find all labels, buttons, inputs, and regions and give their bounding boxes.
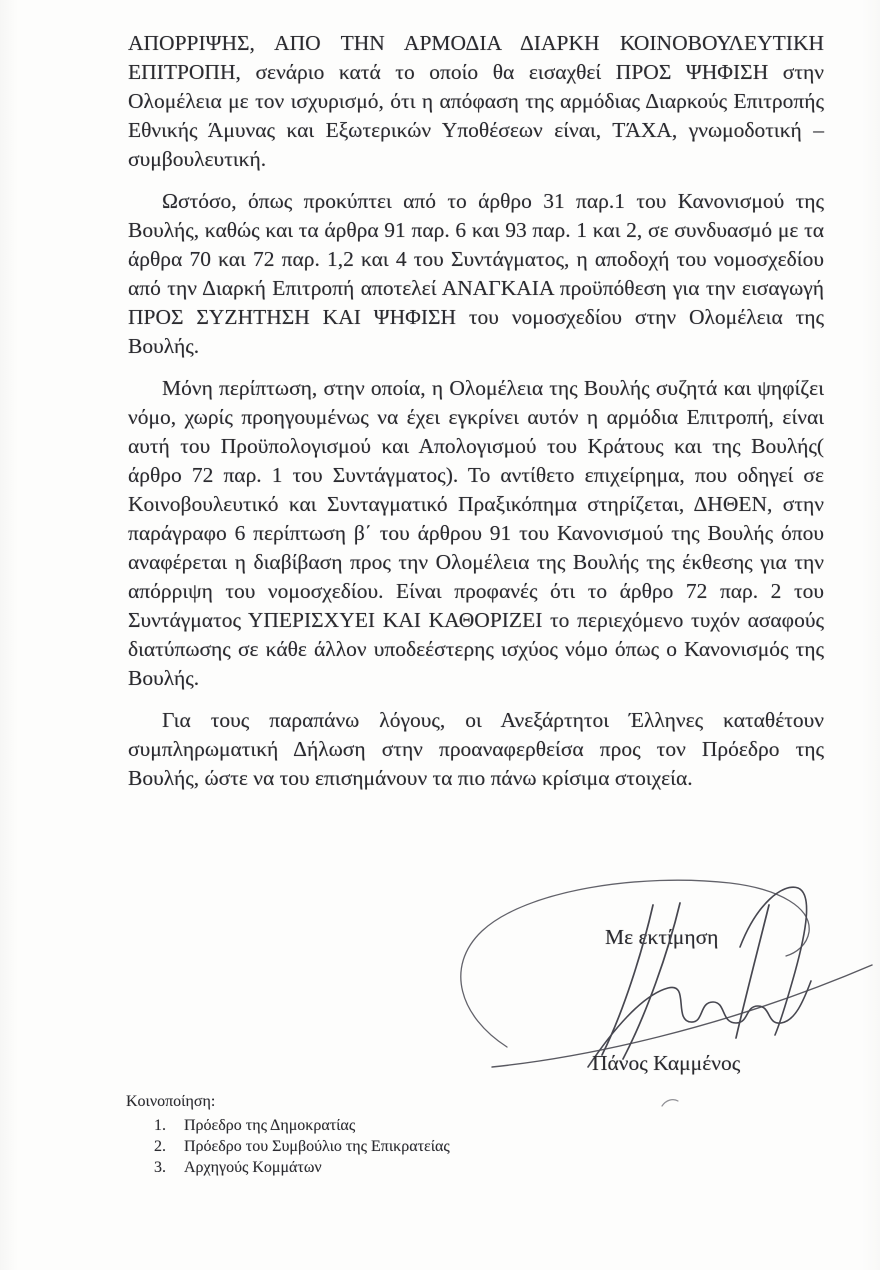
distribution-item (126, 1136, 450, 1157)
body-paragraph: Για τους παραπάνω λόγους, οι Ανεξάρτητοι Έλληνες καταθέτουν συμπληρωματική Δήλωση στην προαναφερθείσα προς τον Πρόεδρο της Βουλής, ώστε να του επισημάνουν τα πιο πάνω κρίσιμα στοιχεία. (128, 708, 824, 790)
signer-name: Πάνος Καμμένος (592, 1051, 741, 1075)
body-paragraph: Μόνη περίπτωση, στην οποία, η Ολομέλεια της Βουλής συζητά και ψηφίζει νόμο, χωρίς προηγουμένως να έχει εγκρίνει αυτόν η αρμόδια Επιτροπή, είναι αυτή του Προϋπολογισμού και Απολογισμού του Κράτους και της Βουλής( άρθρο 72 παρ. 1 του Συντάγματος). Το αντίθετο επιχείρημα, που οδηγεί σε Κοινοβουλευτικό και Συνταγματικό Πραξικόπημα στηρίζεται, ΔΗΘΕΝ, στην παράγραφο 6 περίπτωση β΄ του άρθρου 91 του Κανονισμού της Βουλής όπου αναφέρεται η διαβίβαση προς την Ολομέλεια της Βουλής της έκθεσης για την απόρριψη του νομοσχεδίου. Είναι προφανές ότι το άρθρο 72 παρ. 2 του Συντάγματος ΥΠΕΡΙΣΧΥΕΙ ΚΑΙ ΚΑΘΟΡΙΖΕΙ το περιεχόμενο τυχόν ασαφούς διατύπωσης σε κάθε άλλον υποδεέστερης ισχύος νόμο όπως ο Κανονισμός της Βουλής. (128, 376, 824, 690)
distribution-item-text: Πρόεδρο του Συμβούλιο της Επικρατείας (184, 1138, 450, 1155)
distribution-item-number: 3. (154, 1159, 166, 1176)
letter-body (128, 29, 824, 806)
distribution-item (126, 1157, 450, 1178)
distribution-list (126, 1115, 450, 1178)
body-paragraph: Ωστόσο, όπως προκύπτει από το άρθρο 31 παρ.1 του Κανονισμού της Βουλής, καθώς και τα άρθρα 91 παρ. 6 και 93 παρ. 1 και 2, σε συνδυασμό με τα άρθρα 70 και 72 παρ. 1,2 και 4 του Συντάγματος, η αποδοχή του νομοσχεδίου από την Διαρκή Επιτροπή αποτελεί ΑΝΑΓΚΑΙΑ προϋπόθεση για την εισαγωγή ΠΡΟΣ ΣΥΖΗΤΗΣΗ ΚΑΙ ΨΗΦΙΣΗ του νομοσχεδίου στην Ολομέλεια της Βουλής. (128, 189, 824, 358)
distribution-item-number: 2. (154, 1138, 166, 1155)
distribution-item-text: Αρχηγούς Κομμάτων (184, 1159, 322, 1176)
distribution-item-text: Πρόεδρο της Δημοκρατίας (184, 1117, 356, 1134)
body-paragraph: ΑΠΟΡΡΙΨΗΣ, ΑΠΟ ΤΗΝ ΑΡΜΟΔΙΑ ΔΙΑΡΚΗ ΚΟΙΝΟΒΟΥΛΕΥΤΙΚΗ ΕΠΙΤΡΟΠΗ, σενάριο κατά το οποίο θα εισαχθεί ΠΡΟΣ ΨΗΦΙΣΗ στην Ολομέλεια με τον ισχυρισμό, ότι η απόφαση της αρμόδιας Διαρκούς Επιτροπής Εθνικής Άμυνας και Εξωτερικών Υποθέσεων είναι, ΤΆΧΑ, γνωμοδοτική – συμβουλευτική. (128, 31, 824, 171)
distribution-item (126, 1115, 450, 1136)
closing-salutation: Με εκτίμηση (605, 925, 719, 949)
distribution-item-number: 1. (154, 1117, 166, 1134)
distribution-label: Κοινοποίηση: (126, 1093, 216, 1110)
distribution-section (126, 1091, 450, 1178)
